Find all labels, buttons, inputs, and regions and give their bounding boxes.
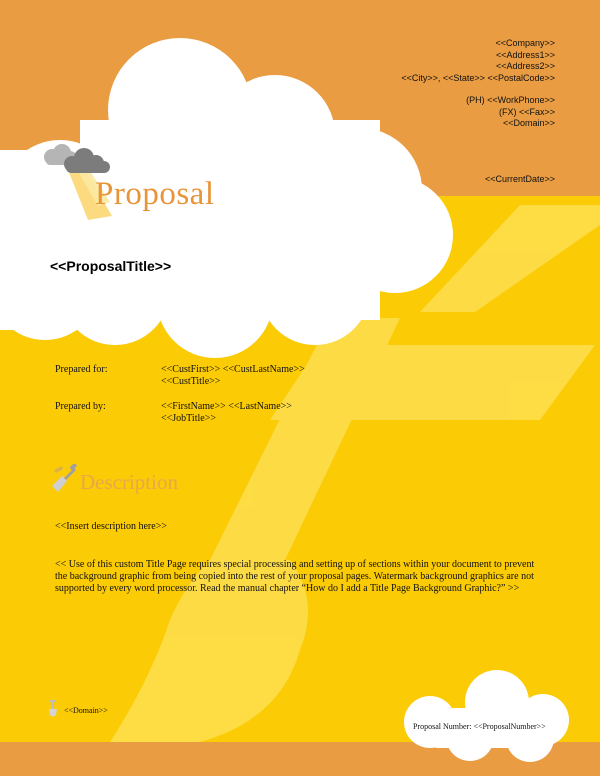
page-title: Proposal: [95, 176, 215, 212]
description-body: << Use of this custom Title Page requires special processing and setting up of sections within your document to prevent the background graphic from being copied into the rest of your proposal pages. Watermark background graphics are not supported by every word processor. Read the manual chapter “How do I add a Title Page Background Graphic?” >>: [55, 559, 535, 594]
company-address2: <<Address2>>: [495, 61, 555, 71]
prepared-by-name: <<FirstName>> <<LastName>>: [161, 401, 292, 412]
company-domain: <<Domain>>: [502, 118, 555, 128]
company-address1: <<Address1>>: [495, 49, 555, 60]
prepared-by-title: <<JobTitle>>: [161, 413, 216, 424]
small-shovel-icon: [47, 700, 59, 718]
prepared-by-block: [161, 401, 292, 425]
prepared-for-block: [161, 364, 305, 388]
company-name: <<Company>>: [495, 38, 555, 48]
company-contact-block: [401, 38, 555, 130]
company-phone: (PH) <<WorkPhone>>: [466, 95, 555, 105]
description-heading: Description: [80, 470, 178, 494]
company-fax: (FX) <<Fax>>: [498, 106, 555, 117]
prepared-for-name: <<CustFirst>> <<CustLastName>>: [161, 364, 305, 375]
prepared-by-label: Prepared by:: [55, 401, 106, 412]
footer-domain: <<Domain>>: [64, 706, 108, 715]
shovel-icon: [50, 464, 78, 494]
company-city-line: <<City>>, <<State>> <<PostalCode>>: [401, 72, 555, 83]
prepared-for-title: <<CustTitle>>: [161, 376, 221, 387]
prepared-for-label: Prepared for:: [55, 364, 108, 375]
proposal-title: <<ProposalTitle>>: [50, 258, 172, 274]
description-insert: <<Insert description here>>: [55, 521, 167, 532]
proposal-number: Proposal Number: <<ProposalNumber>>: [413, 722, 546, 731]
current-date: <<CurrentDate>>: [484, 174, 555, 184]
